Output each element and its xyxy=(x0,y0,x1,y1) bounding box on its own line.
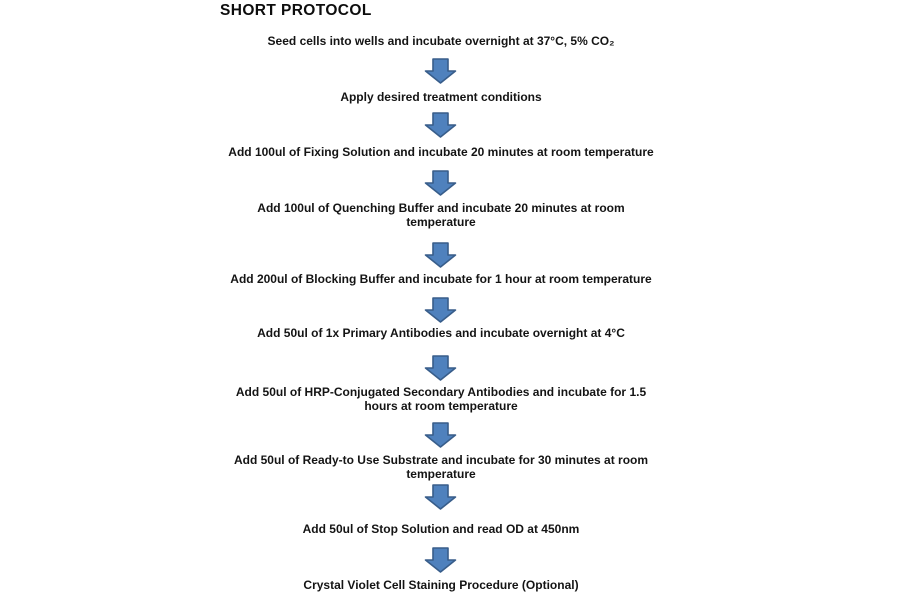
step-secondary-antibodies xyxy=(0,386,882,413)
step-apply-treatment xyxy=(0,91,882,105)
down-arrow-shape xyxy=(426,243,456,267)
step-fixing-solution xyxy=(0,146,882,160)
down-arrow-shape xyxy=(426,548,456,572)
down-arrow-icon xyxy=(424,297,457,323)
step-text-line: Add 200ul of Blocking Buffer and incubate for 1 hour at room temperature xyxy=(230,272,652,286)
down-arrow-shape xyxy=(426,59,456,83)
step-text-line: hours at room temperature xyxy=(364,398,518,413)
step-text-line: Add 50ul of HRP-Conjugated Secondary Antibodies and incubate for 1.5 xyxy=(235,385,647,399)
page-title: SHORT PROTOCOL xyxy=(220,2,372,19)
down-arrow-icon xyxy=(424,112,457,138)
down-arrow-shape xyxy=(426,298,456,322)
step-text-line: temperature xyxy=(406,214,476,229)
step-text-line: temperature xyxy=(406,466,476,481)
step-text-line: Add 50ul of Ready-to Use Substrate and incubate for 30 minutes at room xyxy=(233,453,649,467)
step-text-line: Add 50ul of Stop Solution and read OD at 450nm xyxy=(302,522,580,536)
step-text-line: Apply desired treatment conditions xyxy=(340,90,542,104)
step-text-line: Add 100ul of Quenching Buffer and incubate 20 minutes at room xyxy=(257,201,625,215)
step-text-line: Add 100ul of Fixing Solution and incubate 20 minutes at room temperature xyxy=(228,145,654,159)
down-arrow-shape xyxy=(426,423,456,447)
down-arrow-icon xyxy=(424,422,457,448)
down-arrow-shape xyxy=(426,485,456,509)
down-arrow-icon xyxy=(424,58,457,84)
step-seed-cells xyxy=(0,35,882,49)
down-arrow-shape xyxy=(426,171,456,195)
down-arrow-shape xyxy=(426,113,456,137)
step-text-line: Seed cells into wells and incubate overnight at 37°C, 5% CO₂ xyxy=(267,34,615,48)
down-arrow-icon xyxy=(424,170,457,196)
step-text-line: Crystal Violet Cell Staining Procedure (Optional) xyxy=(303,578,579,592)
step-text-line: Add 50ul of 1x Primary Antibodies and incubate overnight at 4°C xyxy=(257,326,625,340)
down-arrow-shape xyxy=(426,356,456,380)
step-crystal-violet xyxy=(0,579,882,593)
step-stop-solution xyxy=(0,523,882,537)
down-arrow-icon xyxy=(424,547,457,573)
down-arrow-icon xyxy=(424,242,457,268)
step-quenching-buffer xyxy=(0,202,882,229)
down-arrow-icon xyxy=(424,355,457,381)
step-blocking-buffer xyxy=(0,273,882,287)
step-primary-antibodies xyxy=(0,327,882,341)
down-arrow-icon xyxy=(424,484,457,510)
step-substrate xyxy=(0,454,882,481)
